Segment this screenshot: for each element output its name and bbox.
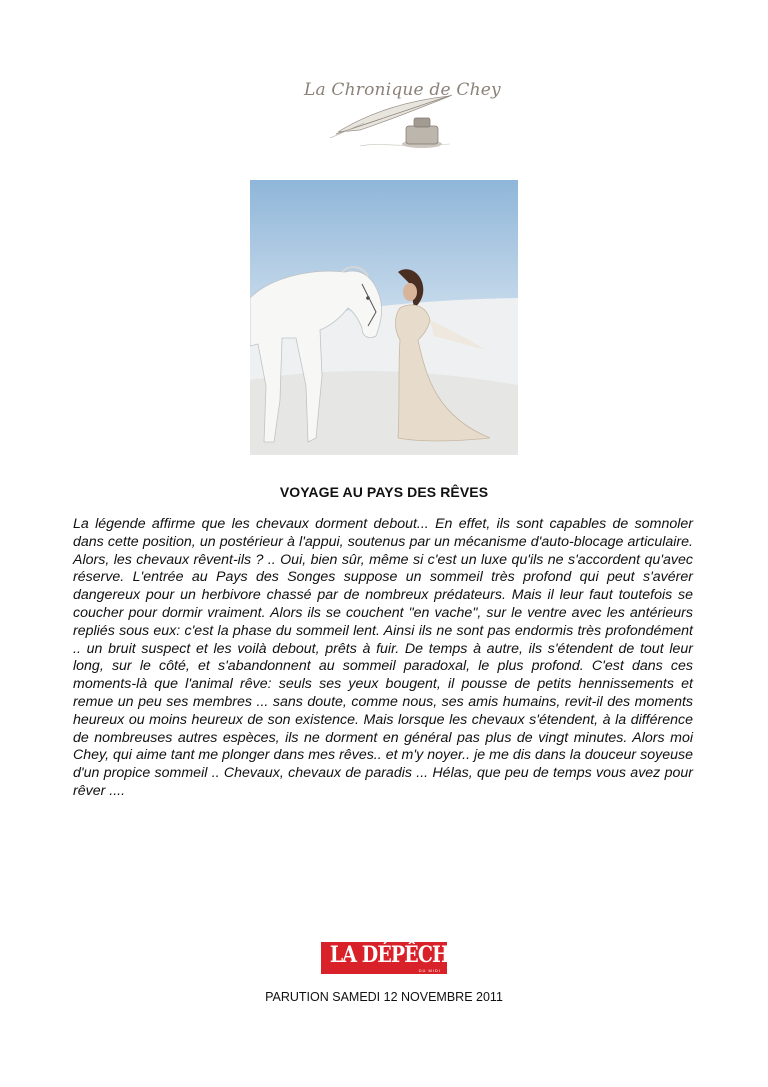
photo-illustration [250,180,518,455]
la-depeche-logo [321,942,463,974]
article-title: VOYAGE AU PAYS DES RÊVES [279,484,489,500]
article-body: La légende affirme que les chevaux dorment debout... En effet, ils sont capables de somnoler dans cette position, un postérieur à l'appui, soutenus par un mécanisme d'auto-blocage articulaire. Alors, les chevaux rêvent-ils ? .. Oui, bien sûr, même si c'est un luxe qu'ils ne s'accordent qu'avec réserve. L'entrée au Pays des Songes suppose un sommeil très profond qui peut s'avérer dangereux pour un herbivore chassé par de nombreux prédateurs. Mais il leur faut toutefois se coucher pour dormir vraiment. Alors ils se couchent "en vache", sur le ventre avec les antérieurs repliés sous eux: c'est la phase du sommeil lent. Ainsi ils ne sont pas endormis très profondément .. un bruit suspect et les voilà debout, prêts à fuir. De temps à autre, ils s'étendent de tout leur long, sur le côté, et s'abandonnent au sommeil paradoxal, le plus profond. C'est dans ces moments-là que l'animal rêve: seuls ses yeux bougent, il pousse de petits hennissements et remue un peu ses membres ... sans doute, comme nous, ses amis humains, revit-il des moments heureux ou moins heureux de son existence. Mais lorsque les chevaux s'étendent, à la différence de nombreuses autres espèces, ils ne dorment en général pas plus de vingt minutes. Alors moi Chey, qui aime tant me plonger dans mes rêves.. et m'y noyer.. je me dis dans la douceur soyeuse d'un propice sommeil .. Chevaux, chevaux de paradis ... Hélas, que peu de temps vous avez pour rêver .... [73,516,693,799]
masthead-name: LA DÉPÊCHE [329,942,463,968]
logo-text: La Chronique de Chey [304,80,501,100]
horse-woman-photo [250,180,518,455]
publication-date: PARUTION SAMEDI 12 NOVEMBRE 2011 [265,990,503,1004]
masthead-sub: DU MIDI [418,968,441,973]
chronique-logo [300,68,501,154]
